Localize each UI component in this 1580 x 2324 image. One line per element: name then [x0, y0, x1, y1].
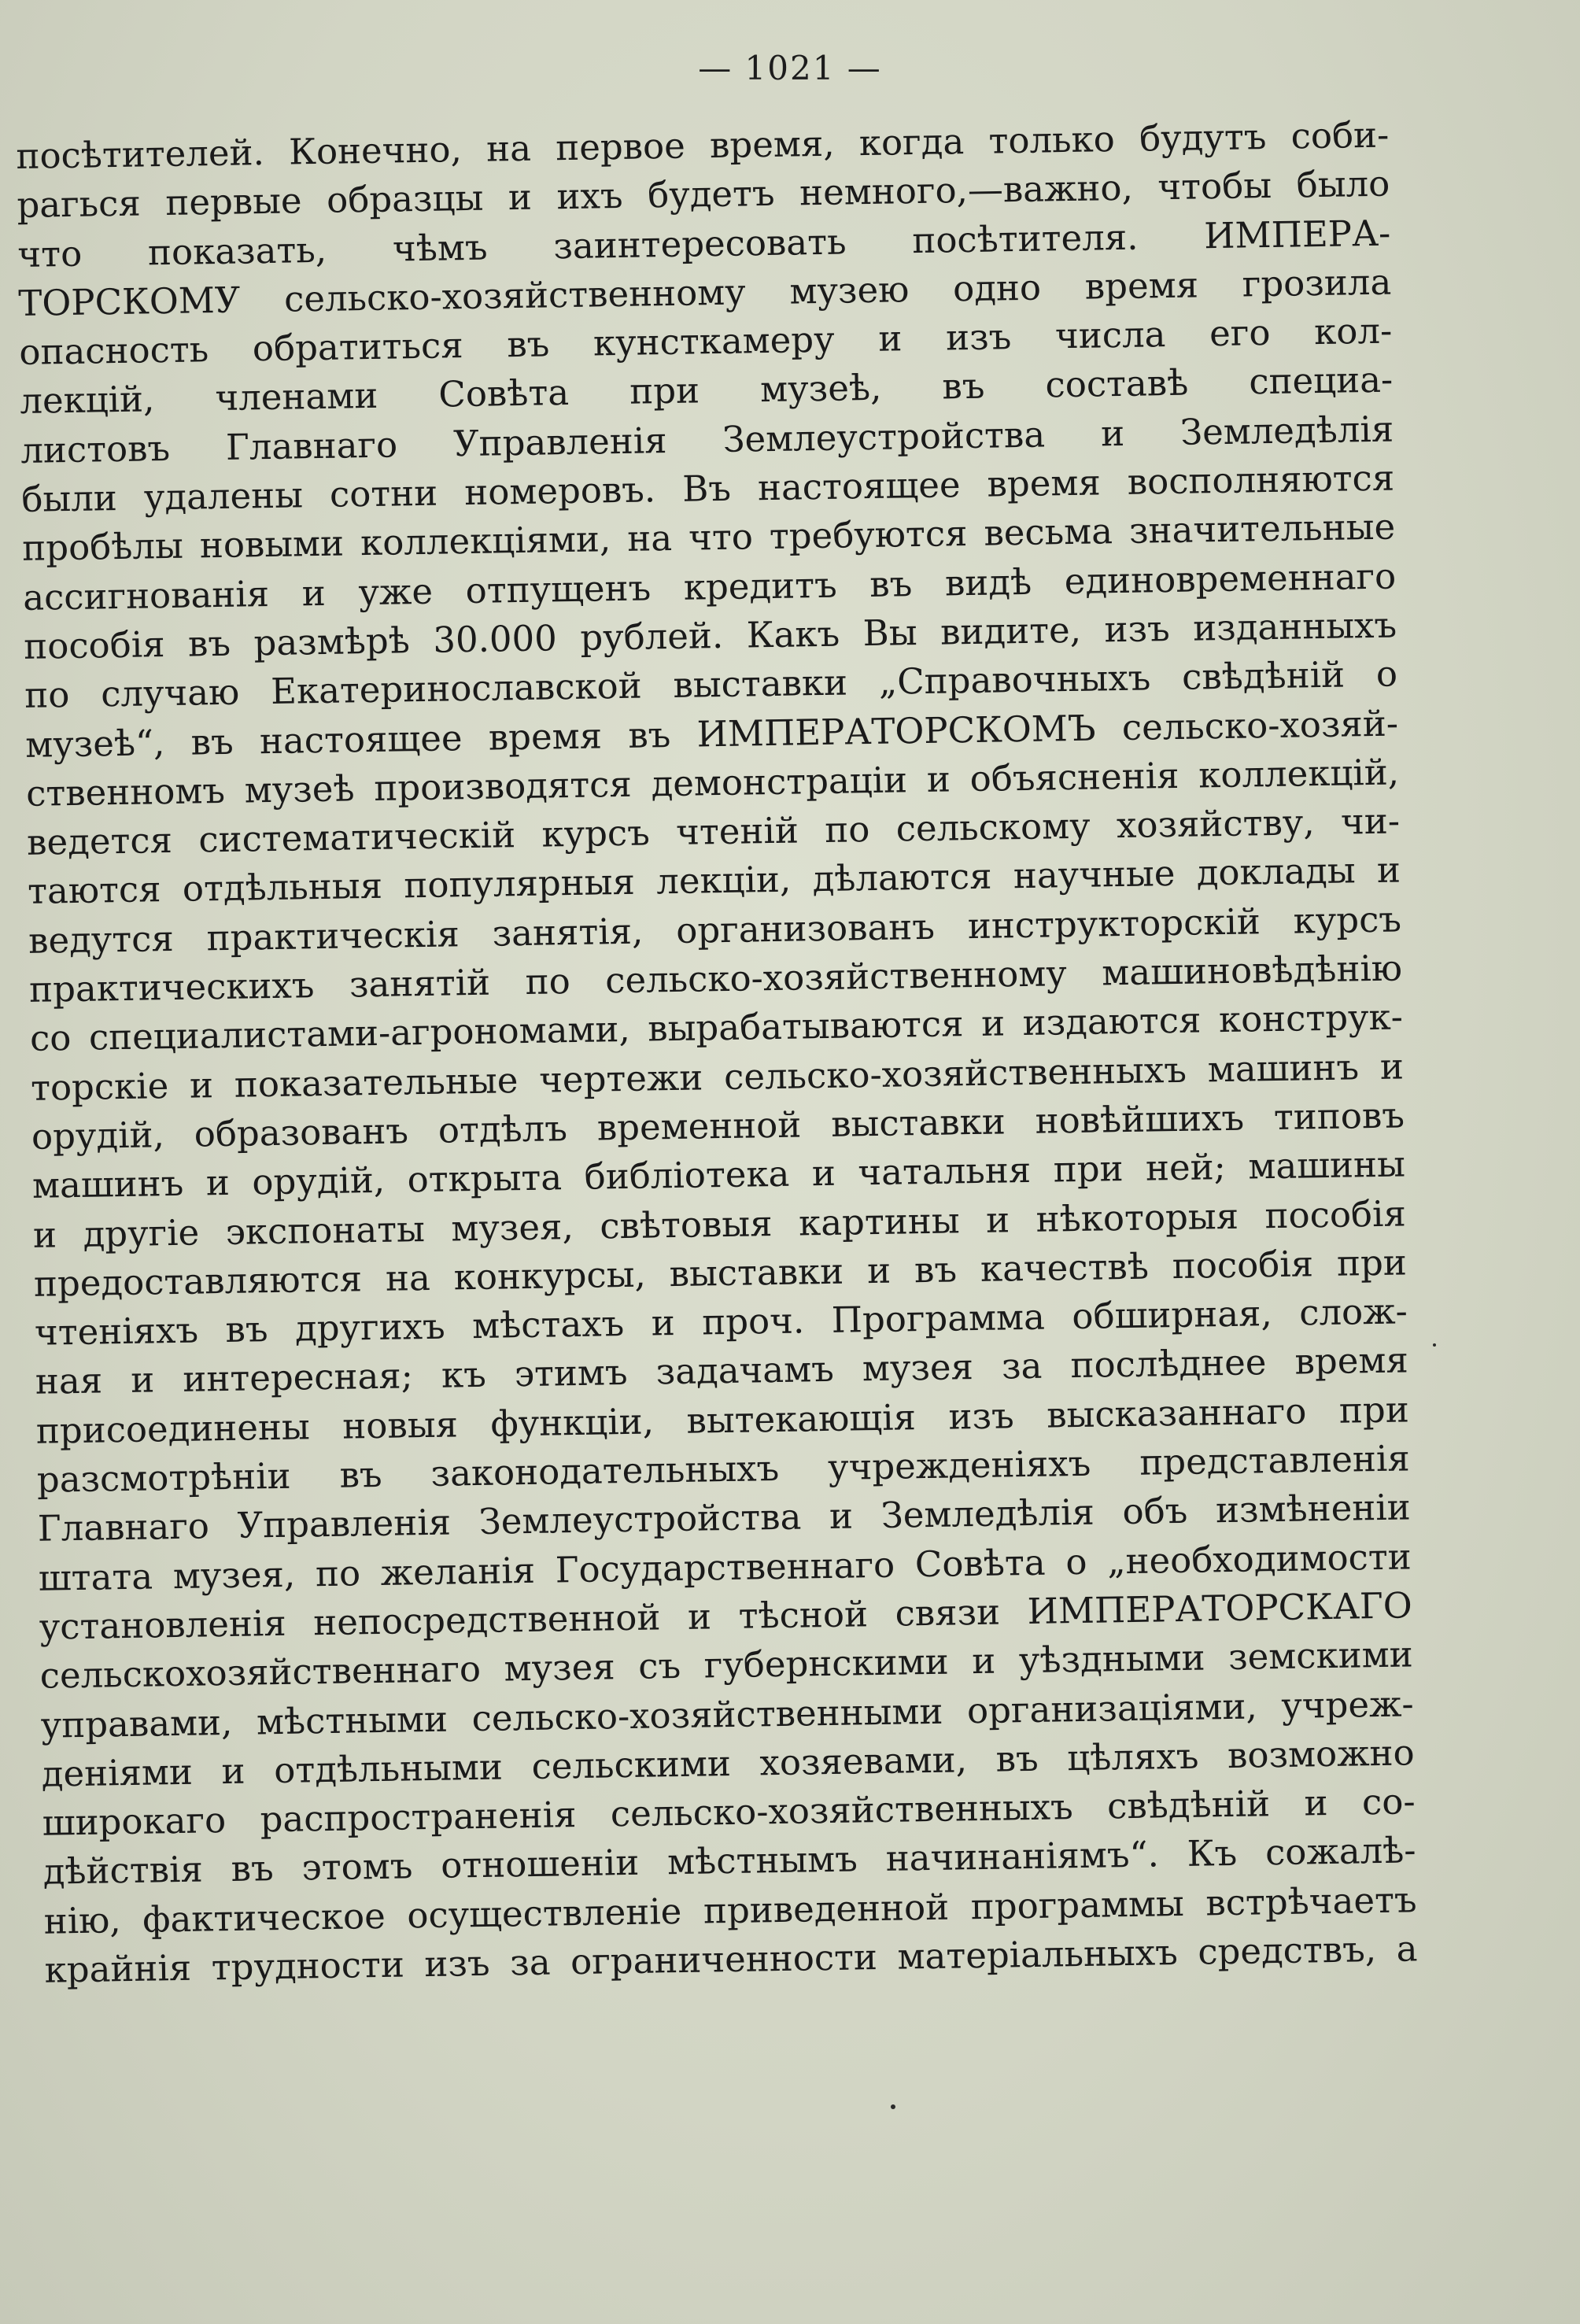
text-line: что показать, чѣмъ заинтересовать посѣтителя. ИМПЕРА- [17, 212, 1391, 275]
text-line: ведутся практическія занятія, организованъ инструкторскій курсъ [28, 898, 1402, 962]
body-text [16, 111, 1418, 1995]
text-line: по случаю Екатеринославской выставки „Справочныхъ свѣдѣній о [24, 652, 1398, 717]
text-line: ведется систематическій курсъ чтеній по сельскому хозяйству, чи- [26, 800, 1401, 864]
ink-speck [891, 2104, 895, 2109]
text-line: пособія въ размѣрѣ 30.000 рублей. Какъ Вы видите, изъ изданныхъ [23, 604, 1397, 667]
text-line: практическихъ занятій по сельско-хозяйственному машиновѣдѣнію [28, 947, 1403, 1011]
text-line: торскіе и показательные чертежи сельско-хозяйственныхъ машинъ и [30, 1045, 1405, 1109]
text-line: сельскохозяйственнаго музея съ губернскими и уѣздными земскими [39, 1633, 1414, 1697]
text-line: музеѣ“, въ настоящее время въ ИМПЕРАТОРСКОМЪ сельско-хозяй- [24, 702, 1399, 766]
text-line: разсмотрѣніи въ законодательныхъ учрежденіяхъ представленія [36, 1437, 1411, 1501]
text-line: ственномъ музеѣ производятся демонстраціи и объясненія коллекцій, [25, 751, 1400, 815]
text-line: посѣтителей. Конечно, на первое время, когда только будутъ соби- [16, 113, 1390, 177]
text-line: нію, фактическое осуществленіе приведенной программы встрѣчаетъ [43, 1879, 1417, 1942]
text-line: ассигнованія и уже отпущенъ кредитъ въ видѣ единовременнаго [22, 555, 1397, 619]
ink-speck [1433, 1343, 1436, 1347]
text-line: ТОРСКОМУ сельско-хозяйственному музею одно время грозила [17, 260, 1392, 324]
text-line: широкаго распространенія сельско-хозяйственныхъ свѣдѣній и со- [42, 1780, 1416, 1844]
text-line: ная и интересная; къ этимъ задачамъ музея за послѣднее время [35, 1339, 1409, 1403]
text-line: управами, мѣстными сельско-хозяйственными организаціями, учреж- [40, 1682, 1414, 1746]
text-line: были удалены сотни номеровъ. Въ настоящее время восполняются [20, 456, 1395, 521]
text-line: лекцій, членами Совѣта при музеѣ, въ составѣ специа- [19, 359, 1394, 423]
text-line: Главнаго Управленія Землеустройства и Земледѣлія объ измѣненіи [37, 1486, 1412, 1550]
text-line: опасность обратиться въ кунсткамеру и изъ числа его кол- [18, 309, 1393, 374]
text-line: рагься первые образцы и ихъ будетъ немного,—важно, чтобы было [17, 162, 1390, 227]
page-number: — 1021 — [698, 49, 882, 87]
text-line: чтеніяхъ въ другихъ мѣстахъ и проч. Программа обширная, слож- [34, 1290, 1408, 1354]
text-line: и другіе экспонаты музея, свѣтовыя картины и нѣкоторыя пособія [32, 1192, 1407, 1256]
text-line: деніями и отдѣльными сельскими хозяевами, въ цѣляхъ возможно [41, 1731, 1415, 1795]
text-line: со специалистами-агрономами, вырабатываются и издаются конструк- [29, 996, 1404, 1060]
text-line: таются отдѣльныя популярныя лекціи, дѣлаются научные доклады и [27, 848, 1401, 913]
text-line: машинъ и орудій, открыта библіотека и чатальня при ней; машины [31, 1143, 1406, 1207]
text-line: крайнія трудности изъ за ограниченности матеріальныхъ средствъ, а [44, 1927, 1418, 1991]
text-line: листовъ Главнаго Управленія Землеустройства и Земледѣлія [20, 408, 1394, 471]
text-line: присоединены новыя функціи, вытекающія изъ высказаннаго при [35, 1388, 1410, 1452]
text-line: установленія непосредственной и тѣсной связи ИМПЕРАТОРСКАГО [39, 1584, 1413, 1648]
text-line: дѣйствія въ этомъ отношеніи мѣстнымъ начинаніямъ“. Къ сожалѣ- [42, 1829, 1416, 1894]
text-line: штата музея, по желанія Государственнаго Совѣта о „необходимости [38, 1535, 1412, 1599]
text-line: предоставляются на конкурсы, выставки и въ качествѣ пособія при [33, 1241, 1408, 1305]
text-line: орудій, образованъ отдѣлъ временной выставки новѣйшихъ типовъ [31, 1094, 1405, 1158]
text-line: пробѣлы новыми коллекціями, на что требуются весьма значительные [21, 505, 1396, 570]
